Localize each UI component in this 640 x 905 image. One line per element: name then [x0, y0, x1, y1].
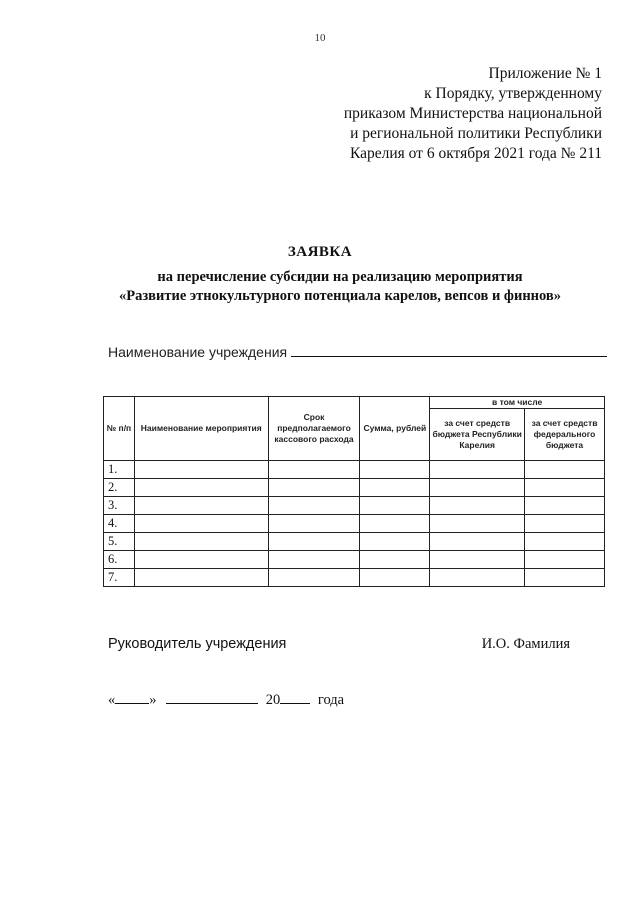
year-suffix: года	[317, 692, 345, 708]
table-cell[interactable]	[134, 461, 268, 479]
institution-field	[108, 342, 608, 360]
row-number: 4.	[104, 515, 135, 533]
document-title: ЗАЯВКА	[287, 244, 353, 260]
table-cell[interactable]	[430, 479, 525, 497]
table-row	[104, 497, 605, 515]
table-cell[interactable]	[360, 569, 430, 587]
table-cell[interactable]	[430, 569, 525, 587]
table-row	[104, 479, 605, 497]
table-cell[interactable]	[268, 461, 360, 479]
header-federal-budget: за счет средств федерального бюджета	[525, 409, 605, 461]
table-cell[interactable]	[430, 497, 525, 515]
table-row	[104, 569, 605, 587]
institution-label: Наименование учреждения	[108, 344, 288, 360]
table-cell[interactable]	[268, 533, 360, 551]
table-cell[interactable]	[525, 479, 605, 497]
table-cell[interactable]	[134, 533, 268, 551]
table-cell[interactable]	[525, 569, 605, 587]
table-cell[interactable]	[360, 515, 430, 533]
table-cell[interactable]	[268, 497, 360, 515]
date-close-quote: »	[149, 692, 157, 708]
appendix-reference	[302, 64, 602, 164]
table-row	[104, 515, 605, 533]
table-cell[interactable]	[360, 479, 430, 497]
header-regional-budget: за счет средств бюджета Республики Карелия	[430, 409, 525, 461]
table-cell[interactable]	[134, 497, 268, 515]
appendix-line: Карелия от 6 октября 2021 года № 211	[349, 145, 602, 162]
appendix-line: и региональной политики Республики	[350, 125, 602, 142]
table-row	[104, 551, 605, 569]
year-prefix: 20	[265, 692, 281, 708]
table-cell[interactable]	[525, 551, 605, 569]
table-cell[interactable]	[360, 497, 430, 515]
document-subtitle	[40, 268, 640, 306]
appendix-line: приказом Министерства национальной	[343, 105, 602, 122]
table-cell[interactable]	[134, 515, 268, 533]
table-cell[interactable]	[430, 533, 525, 551]
table-cell[interactable]	[268, 479, 360, 497]
table-cell[interactable]	[360, 461, 430, 479]
page-number: 10	[314, 32, 326, 44]
table-cell[interactable]	[268, 551, 360, 569]
row-number: 3.	[104, 497, 135, 515]
row-number: 6.	[104, 551, 135, 569]
table-cell[interactable]	[134, 569, 268, 587]
table-cell[interactable]	[268, 515, 360, 533]
table-cell[interactable]	[134, 551, 268, 569]
signer-name: И.О. Фамилия	[481, 636, 570, 652]
header-amount: Сумма, рублей	[360, 397, 430, 461]
header-event-name: Наименование мероприятия	[134, 397, 268, 461]
appendix-line: Приложение № 1	[488, 65, 602, 82]
table-row	[104, 461, 605, 479]
table-cell[interactable]	[525, 515, 605, 533]
table-cell[interactable]	[525, 533, 605, 551]
table-cell[interactable]	[430, 551, 525, 569]
table-cell[interactable]	[430, 515, 525, 533]
subsidy-table	[103, 396, 605, 587]
year-blank[interactable]	[280, 690, 310, 704]
table-cell[interactable]	[525, 461, 605, 479]
header-num: № п/п	[104, 397, 135, 461]
table-cell[interactable]	[360, 551, 430, 569]
day-blank[interactable]	[115, 690, 149, 704]
signer-title: Руководитель учреждения	[108, 636, 287, 652]
table-row	[104, 533, 605, 551]
appendix-line: к Порядку, утвержденному	[424, 85, 602, 102]
table-cell[interactable]	[430, 461, 525, 479]
row-number: 7.	[104, 569, 135, 587]
row-number: 2.	[104, 479, 135, 497]
header-including: в том числе	[430, 397, 605, 409]
table-cell[interactable]	[360, 533, 430, 551]
table-cell[interactable]	[525, 497, 605, 515]
subtitle-line-1: на перечисление субсидии на реализацию мероприятия	[157, 269, 523, 285]
row-number: 1.	[104, 461, 135, 479]
date-open-quote: «	[108, 692, 116, 708]
header-deadline: Срок предполагаемого кассового расхода	[268, 397, 360, 461]
subtitle-line-2: «Развитие этнокультурного потенциала карелов, вепсов и финнов»	[119, 288, 561, 304]
month-blank[interactable]	[166, 690, 258, 704]
date-line	[108, 690, 344, 709]
table-cell[interactable]	[268, 569, 360, 587]
row-number: 5.	[104, 533, 135, 551]
institution-blank-line[interactable]	[291, 342, 607, 357]
table-cell[interactable]	[134, 479, 268, 497]
